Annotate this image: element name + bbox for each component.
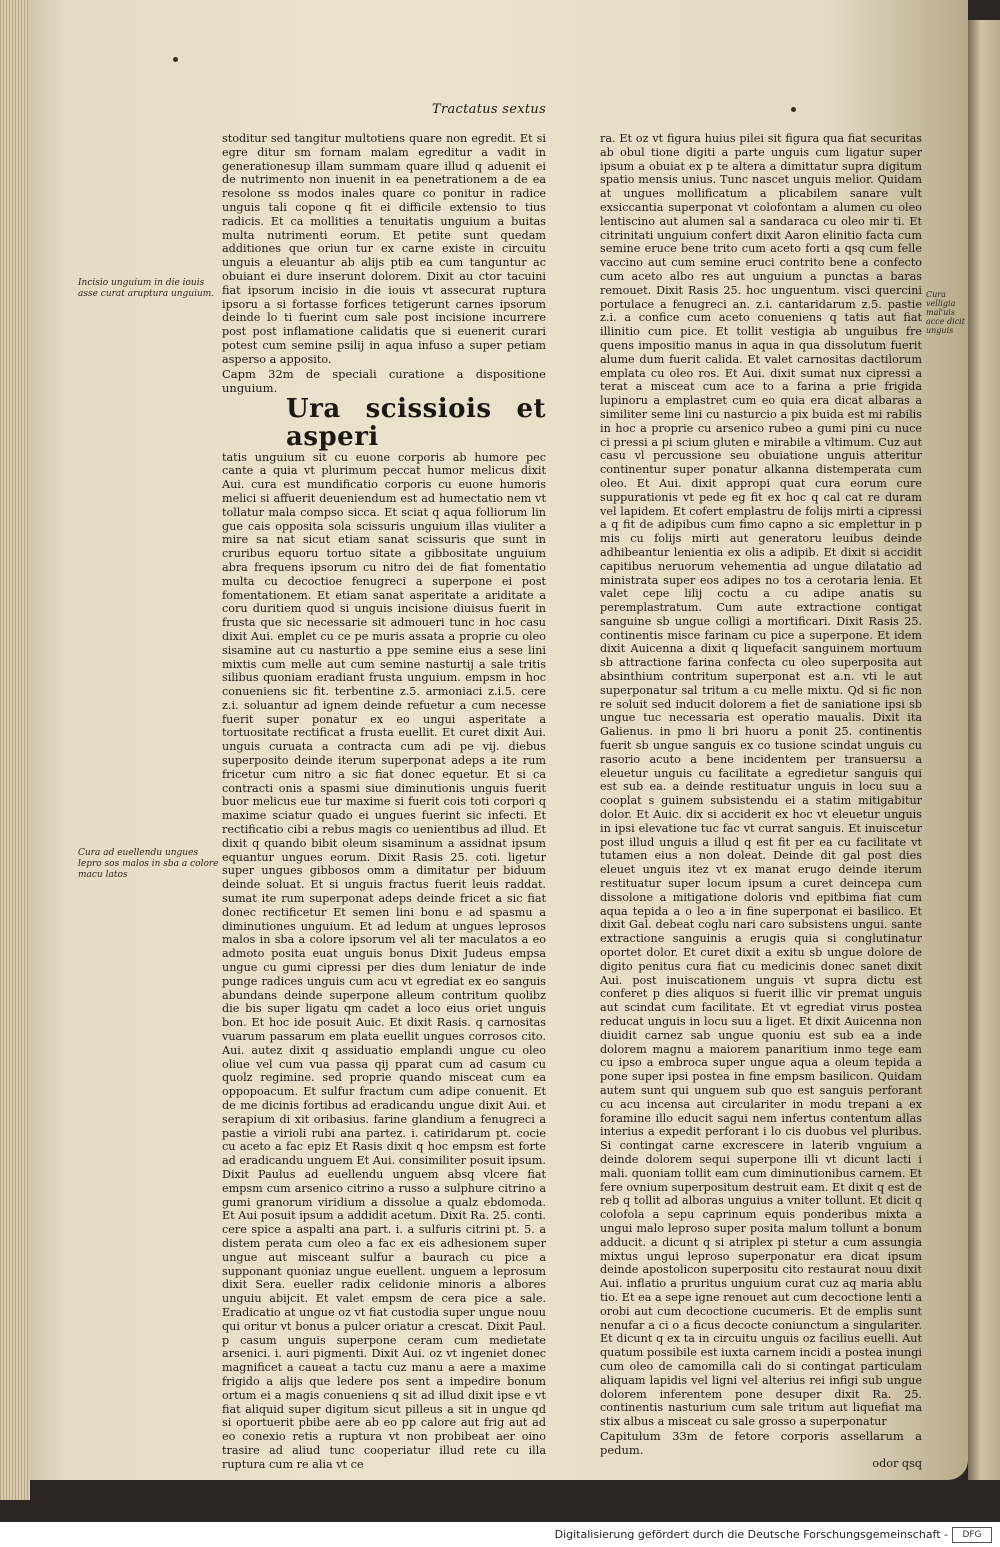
paragraph: ra. Et oz vt figura huius pilei sit figura qua fiat securitas ab obul tione digiti a parte unguis cum ligatur super ipsum a obuiat ex p te altera a dimittatur supra digitum spatio mensis unius. Tunc nascet unguis melior. Quidam at ungues mollificatum a plicabilem sanare vult exsiccantia superponat vt colofontam a alumen cu oleo lentiscino aut alumen sal a sandaraca cu oleo mir ti. Et citrinitati unguium confert dixit Aaron elinitio facta cum semine eruce bene trito cum aceto forti a qsq cum felle vaccino aut cum semine eruci contrito bene a confecto cum aceto albo res aut unguium a punctas a baras remouet. Dixit Rasis 25. hoc unguentum. visci quercini portulace a fenugreci an. z.i. cantaridarum z.5. pastie z.i. a confice cum aceto conueniens q tatis aut fiat illinitio cum pice. Et tollit vestigia ab unguibus fre quens impositio manus in aqua in qua dissolutum fuerit alume dum fuerit calida. Et valet carnositas dactilorum emplata cu oleo ros. Et Aui. dixit sumat nux cipressi a terat a misceat cum ace to a farina a prie frigida lupinoru a emplastret cum eo quia era dicat albaras a similiter seme lini cu nasturcio a pix buida est mi rabilis in hoc a proprie cu arsenico rubeo a gumi pini cu nuce ci pressi a pi scium gluten e mirabile a vltimum. Cuz aut casu vl percussione seu obuiatione unguis atteritur continentur super ponatur alkanna distemperata cum oleo. Et Aui. dixit appropi quat cura eorum cure suppurationis vt pede eg fit ex hoc q cal cat re duram vel lapidem. Et cofert emplastru de folijs mirti a cipressi a q fit de adipibus cum fimo capno a sic emplettur in p mis cu folijs mirti aut generatoru leuibus deinde adhibeantur lenientia ex olis a adipib. Et dixit si accidit capitibus neruorum vehementia ad ungue dilatatio ad ministrata super eos adipes no tos a cerotaria lenia. Et valet cepe lilij coctu a cu adipe anatis su peremplastratum. Cum aute extractione contigat sanguine sb ungue colligi a mortificari. Dixit Rasis 25. continentis misce farinam cu pice a superpone. Et idem dixit Auicenna a dixit q liquefacit sanguinem mortuum sb attractione farina confecta cu oleo superposita aut absinthium contritum superponat est a.n. vti le aut superponatur sal tritum a cu melle mixtu. Qd si fic non re soluit sed inducit dolorem a fiet de saniatione ipsi sb ungue tuc necessaria est operatio maualis. Dixit ita Galienus. in pmo li bri huoru a ponit 25. continentis fuerit sb ungue sanguis ex co tusione scindat unguis cu rasorio acuto a bene incidentem per transuersu a eleuetur unguis cu facilitate a egredietur sanguis qui est sub ea. a deinde restituatur unguis in locu suu a cooplat s guinem subsistendu ei a statim mitigabitur dolor. Et Auic. dix si acciderit ex hoc vt eleuetur unguis in ipsi elevatione tuc fac vt currat sanguis. Et inuiscetur post illud unguis a illud q est fit per ea cu facilitate vt tutamen eius a non doleat. Deinde dit gal post dies eleuet unguis itez vt ex manat erugo deinde iterum restituatur super locum ipsum a curet deincepa cum dissolone a mitigatione doloris vnd epitbima fiat cum aqua tepida a o leo a in fine superponat ei basilico. Et dixit Gal. debeat coglu nari caro subsistens ungui. sante extractione sanguinis a erugis quia si conglutinatur oportet dolor. Et curet dixit a exitu sb ungue dolore de digito penitus cura fiat cu medicinis donec sanet dixit Aui. post inuiscationem unguis vt supra dictu est conferet p dies aliquos si fuerit illic vir premat unguis aut scindat cum facilitate. Et vt egrediat virus postea reducat unguis in locu suu a liget. Et dixit Auicenna non diuidit carnez sab ungue quoniu est sub ea a inde dolorem magnu a maiorem panaritium inmo tege eam cu ipso a embroca super ungue aqua a oleum tepida a pone super ipsi postea in fine empsm basilicon. Quidam autem sunt qui unguem sub quo est sanguis perforant cu acu incensa aut circulariter in modu trepani a ex foramine illo educit sagui nem infertus contentum allas interius a expedit perforant i lo cis duobus vel pluribus. Si contingat carne excrescere in laterib vnguium a deinde dolorem sequi superpone illi vt dicunt lacti i mali. quoniam tollit eam cum diminutionibus carnem. Et fere ovnium superpositum destruit eam. Et dixit q est de reb q tollit ad alboras unguius a vniter tollunt. Et dicit q colofola a sepu caprinum equis ponderibus mixta a ungui malo leproso super posita malum tollunt a bonum adducit. a dicunt q si atriplex pi stetur a cum assungia mixtus ungui leproso superponatur era dicat ipsum deinde apostolicon superpositu cito restaurat nouu dixit Aui. inflatio a pruritus unguium curat cuz aq maria ablu tio. Et ea a sepe igne renouet aut cum decoctione lenti a orobi aut cum decoctione cucumeris. Et de emplis sunt nenufar a ci o a ficus decocte coniunctum a singulariter. Et dicunt q ex ta in circuitu unguis oz facilius euelli. Aut quatum possibile est iuxta carnem incidi a postea inungi cum oleo de camomilla cali do si contingat particulam aliquam lapidis vel ligni vel alterius rei infigi sub ungue dolorem inferentem pone desuper dixit Ra. 25. continentis nasturium cum sale tritum aut liquefiat ma stix albus a misceat cu sale grosso a superponatur [600,132,922,1429]
margin-note: Cura velligia mal'uis acce dicit unguis [926,290,965,335]
margin-note: Cura ad euellendu ungues lepro sos malos in sba a colore macu latos [78,848,219,880]
initial-line: Ura scissiois et asperi [286,393,546,452]
ink-spot [791,107,796,112]
right-column [600,132,922,1471]
paragraph: tatis unguium sit cu euone corporis ab humore pec cante a quia vt plurimum peccat humor melicus dixit Aui. cura est mundificatio corporis cu euone humoris melici si affuerit deueniendum est ad humectatio nem vt tollatur mala compso sicca. Et sciat q aqua folliorum lin gue cais opposita sola scissuris unguium illas viuliter a mire sa nat sicut etiam sanat scissuris que sunt in cruribus equoru tortuo sitate a gibbositate unguium abra frequens ipsorum cu nitro dei de fiat fomentatio multa cu decoctioe fenugreci a superpone ei post fomentationem. Et etiam sanat asperitate a ariditate a coru duritiem quod si unguis incisione diuisus fuerit in frusta que sic necessarie sit admoueri tunc in hoc casu dixit Aui. emplet cu ce pe muris assata a proprie cu oleo sisamine aut cu nasturtio a ppe semine eius a sese lini mixtis cum melle aut cum semine nasturtij a sale tritis silibus quoniam eradiant frusta unguium. empsm in hoc conueniens sic fit. terbentine z.5. armoniaci z.i.5. cere z.i. soluantur ad ignem deinde refuetur a cum necesse fuerit super ponatur ex eo ungui asperitate a tortuositate rectificat a frusta euellit. Et curet dixit Aui. unguis curuata a contracta cum adi pe vij. diebus superposito deinde iterum superponat adeps a ite rum fricetur cum nitro a sic fiat donec equetur. Et si ca contracti onis a spasmi siue diminutionis unguis fuerit buor melicus eue tur maxime si fuerit cois toti corpori q maxime sciatur quado ei ungues fuerint sic infecti. Et rectificatio cibi a rebus magis co uenientibus ad illud. Et dixit q quando bibit oleum sisaminum a assidnat ipsum equantur ungues eorum. Dixit Rasis 25. coti. ligetur super ungues gibbosos omm a dimitatur per biduum deinde soluat. Et si unguis fractus fuerit leuis raddat. sumat ite rum superponat adeps deinde fricet a sic fiat donec rectificetur Et semen lini bonu e ad spasmu a diminutiones unguium. Et ad ledum at ungues leprosos malos in sba a colore ipsorum vel ali ter maculatos a eo admoto posita euat unguis bonus Dixit Judeus empsa ungue cu gumi cipressi per dies dum leniatur de inde punge radices unguis cum acu vt egrediat ex eo sanguis abundans deinde superpone alleum contritum quolibz die bis super ligatu qm cadet a loco eius oriet unguis bon. Et hoc ide posuit Auic. Et dixit Rasis. q carnositas vuarum passarum em plata euellit ungues corrosos cito. Aui. autez dixit q assiduatio emplandi ungue cu oleo oliue vel cum vua passa qij pparat cum ad casum cu quolz regimine. sed proprie quando misceat cum ea oppopoacum. Et sulfur fractum cum adipe conuenit. Et de me dicinis fortibus ad eradicandu ungue dixit Aui. et serapium di xit oribasius. farine glandium a fenugreci a pastie a virioli rubi ana partez. i. catiridarum pt. cocie cu aceto a fac epiz Et Rasis dixit q hoc empsm est forte ad eradicandu unguem Et Aui. consimiliter posuit ipsum. Dixit Paulus ad euellendu unguem absq vlcere fiat empsm cum arsenico citrino a russo a sulphure citrino a gumi granorum viridium a dissolue a qualz ebdomoda. Et Aui posuit ipsum a addidit acetum. Dixit Ra. 25. conti. cere spice a aspalti ana part. i. a sulfuris citrini pt. 5. a distem perata cum oleo a fac ex eis adhesionem super ungue aut misceant sulfur a baurach cu pice a supponant quoniaz ungue euellent. unguem a leprosum dixit Sera. eueller radix celidonie minoris a albores unguiu abijcit. Et valet empsm de cera pice a sale. Eradicatio at ungue oz vt fiat custodia super ungue nouu qui oritur vt bonus a pulcer oriatur a crescat. Dixit Paul. p casum unguis superpone ceram cum medietate arsenici. i. auri pigmenti. Dixit Aui. oz vt ingeniet donec magnificet a caueat a tactu cuz manu a aere a maxime frigido a alijs que ledere pos sent a impedire bonum ortum ei a magis conueniens q sit ad illud dixit ipse e vt fiat aliquid super digitum sicut pilleus a sit in ungue qd si oportuerit pbibe aere ab eo pp calore aut frig aut ad eo conexio retis a ruptura vt non probibeat aer oino trasire ad aliud tunc cooperiatur illud rete cu illa ruptura cum re alia vt ce [222,450,546,1471]
left-column [222,132,546,1472]
paragraph: stoditur sed tangitur multotiens quare non egredit. Et si egre ditur sm fornam malam egreditur a vadit in generationesup illam summam quare illud q aduenit ei de nutrimento non inuenit in ea penetrationem a de ea resolone ss modos inales quare co ponitur in radice unguis tali copone q fit ei difficile extensio to tius radicis. Et ca mollities a tenuitatis unguium a buitas multa nutrimenti eorum. Et petite sunt quedam additiones que oriun tur ex carne existe in circuitu unguis a eleuantur ab alijs ptib ea cum tanguntur ac obuiant ei dure inserunt dolorem. Dixit au ctor tacuini fiat ipsorum incisio in die iouis vt assecurat ruptura ipsoru a si fortasse forfices tetigerunt carnes ipsorum deinde lo ti fuerint cum sale post incisione incurrere post post inflamatione calidatis que si euenerit curari potest cum semine psilij in aqua infuso a super petiam asperso a apposito. [222,132,546,366]
book-page-edges [0,0,30,1500]
chapter-heading: Capm 32m de speciali curatione a dispositione unguium. [222,366,546,395]
margin-note: Incisio unguium in die iouis asse curat aruptura unguium. [78,278,215,299]
running-head: Tractatus sextus [432,102,547,117]
catchword: odor qsq [872,1456,922,1470]
chapter-heading: Capitulum 33m de fetore corporis assellarum a pedum. [600,1428,922,1457]
dfg-logo-icon: DFG [952,1527,992,1543]
footer-bar [0,1522,1000,1547]
ink-spot [173,57,178,62]
facing-page-edge [968,20,1000,1480]
funding-notice: Digitalisierung gefördert durch die Deutsche Forschungsgemeinschaft - [554,1528,948,1541]
